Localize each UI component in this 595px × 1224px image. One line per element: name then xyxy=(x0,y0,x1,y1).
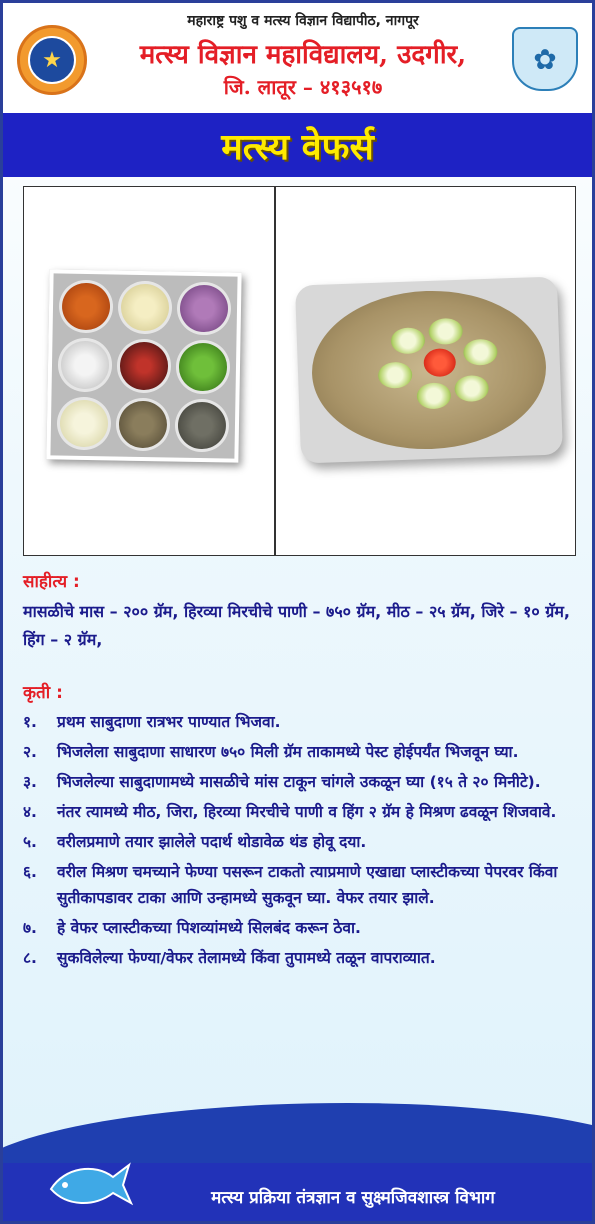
step-item xyxy=(23,915,583,941)
step-number: ७. xyxy=(23,919,37,937)
step-number: ४. xyxy=(23,803,37,821)
method-heading: कृती : xyxy=(23,683,63,703)
ingredients-text: मासळीचे मास – २०० ग्रॅम, हिरव्या मिरचीचे पाणी – ७५० ग्रॅम, मीठ – २५ ग्रॅम, जिरे – १० ग्रॅम, हिंग – २ ग्रॅम, xyxy=(23,602,570,649)
ingredients-heading: साहीत्य : xyxy=(23,572,80,592)
step-text: वरीलप्रमाणे तयार झालेले पदार्थ थोडावेळ थंड होवू दया. xyxy=(57,833,367,851)
wafer xyxy=(309,287,548,453)
page-title: मत्स्य वेफर्स xyxy=(221,125,374,168)
step-item xyxy=(23,739,583,765)
ingredients-photo xyxy=(46,269,241,462)
spice-bowl xyxy=(58,338,113,392)
step-text: हे वेफर प्लास्टीकच्या पिशव्यांमध्ये सिलबंद करून ठेवा. xyxy=(57,919,361,937)
step-item xyxy=(23,799,583,825)
cucumber-slice xyxy=(463,339,498,366)
step-number: २. xyxy=(23,743,37,761)
fish-wafer-photo xyxy=(295,276,563,463)
spice-bowl xyxy=(175,398,230,452)
spice-bowl xyxy=(177,282,232,336)
header xyxy=(3,3,592,113)
spice-bowl xyxy=(116,397,171,451)
step-number: ८. xyxy=(23,949,37,967)
step-text: सुकविलेल्या फेण्या/वेफर तेलामध्ये किंवा तुपामध्ये तळून वापराव्यात. xyxy=(57,949,436,967)
cucumber-slice xyxy=(428,318,463,345)
tomato-garnish xyxy=(423,348,456,377)
college-name: मत्स्य विज्ञान महाविद्यालय, उदगीर, xyxy=(139,40,467,70)
cucumber-slice xyxy=(416,382,451,409)
photo-frame xyxy=(23,186,576,556)
spice-bowl xyxy=(57,396,112,450)
method-steps xyxy=(23,709,583,971)
university-emblem-icon: ★ xyxy=(17,25,87,95)
department-name: मत्स्य प्रक्रिया तंत्रज्ञान व सुक्ष्मजिवशास्त्र विभाग xyxy=(211,1188,495,1208)
step-number: १. xyxy=(23,713,37,731)
college-fish-crest-icon: ✿ xyxy=(512,27,578,91)
spice-bowl xyxy=(176,340,231,394)
cucumber-slice xyxy=(378,362,413,389)
cucumber-slice xyxy=(454,375,489,402)
cucumber-slice xyxy=(391,327,426,354)
step-item xyxy=(23,945,583,971)
spice-bowl xyxy=(117,339,172,393)
step-item xyxy=(23,769,583,795)
step-item xyxy=(23,859,583,911)
step-text: नंतर त्यामध्ये मीठ, जिरा, हिरव्या मिरचीचे पाणी व हिंग २ ग्रॅम हे मिश्रण ढवळून शिजवावे. xyxy=(57,803,557,821)
step-text: वरील मिश्रण चमच्याने फेण्या पसरून टाकतो त्याप्रमाणे एखाद्या प्लास्टीकच्या पेपरवर किंवा सुतीकापडावर टाका आणि उन्हामध्ये सुकवून घ्या. वेफर तयार झाले. xyxy=(57,863,558,907)
step-number: ३. xyxy=(23,773,37,791)
step-text: प्रथम साबुदाणा रात्रभर पाण्यात भिजवा. xyxy=(57,713,281,731)
step-item xyxy=(23,829,583,855)
step-number: ६. xyxy=(23,863,37,881)
step-text: भिजलेल्या साबुदाणामध्ये मासळीचे मांस टाकून चांगले उकळून घ्या (१५ ते २० मिनीटे). xyxy=(57,773,541,791)
step-number: ५. xyxy=(23,833,37,851)
title-banner xyxy=(3,113,592,177)
photo-divider xyxy=(274,187,276,555)
spice-bowl xyxy=(118,281,173,335)
step-item xyxy=(23,709,583,735)
step-text: भिजलेला साबुदाणा साधारण ७५० मिली ग्रॅम ताकामध्ये पेस्ट होईपर्यंत भिजवून घ्या. xyxy=(57,743,519,761)
university-name: महाराष्ट्र पशु व मत्स्य विज्ञान विद्यापीठ, नागपूर xyxy=(187,13,419,29)
recipe-content xyxy=(23,569,583,975)
fish-icon xyxy=(43,1153,133,1213)
district-address: जि. लातूर – ४१३५१७ xyxy=(223,75,383,99)
spice-bowl xyxy=(59,280,114,334)
